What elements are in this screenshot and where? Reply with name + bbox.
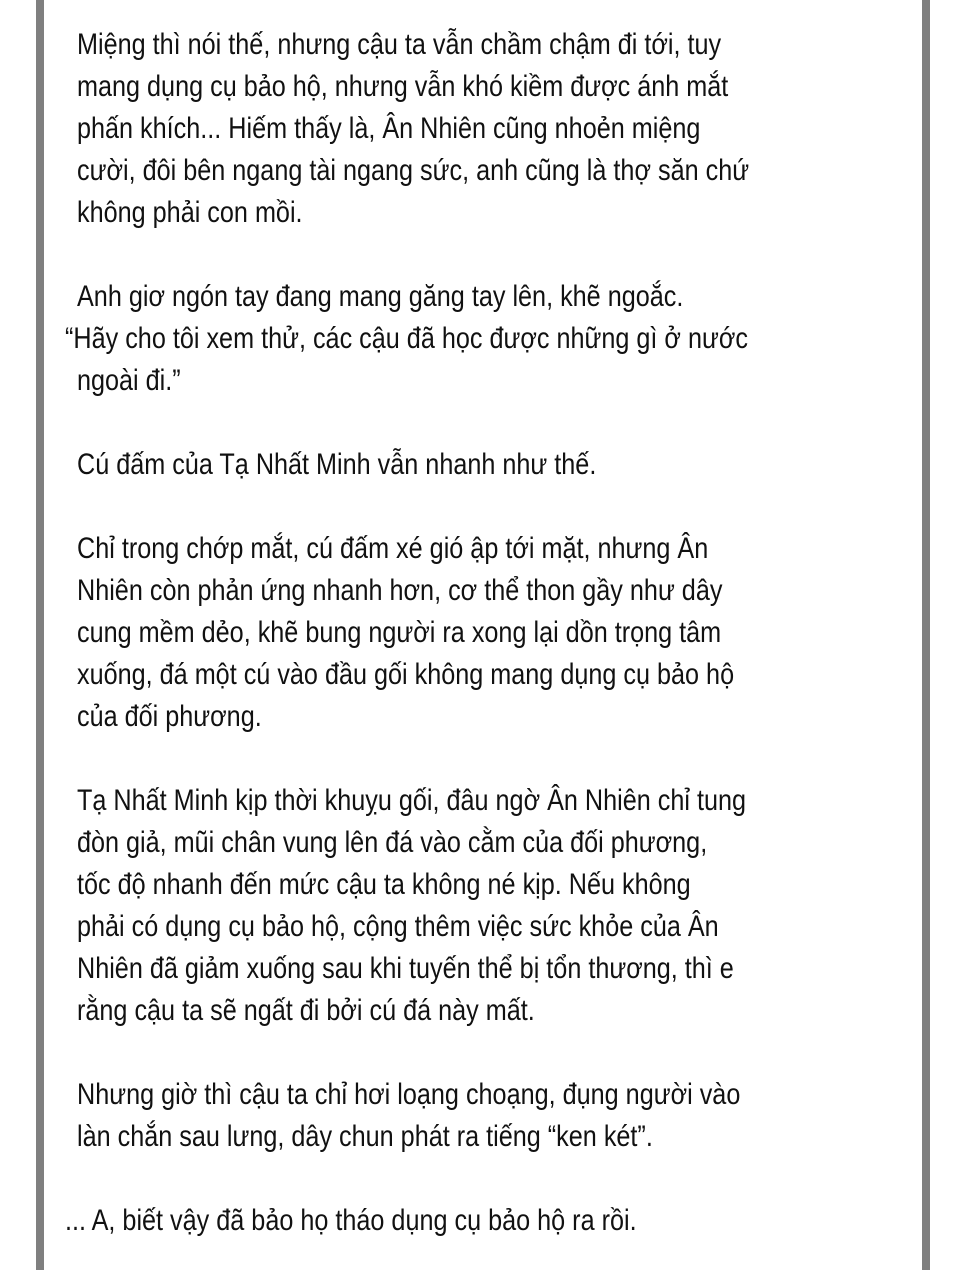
text-line: cười, đôi bên ngang tài ngang sức, anh cũng là thợ săn chứ: [77, 154, 750, 187]
text-line: làn chắn sau lưng, dây chun phát ra tiếng “ken két”.: [77, 1120, 653, 1153]
paragraph: [77, 24, 923, 234]
paragraph: [77, 1074, 923, 1158]
text-line: Tạ Nhất Minh kịp thời khuỵu gối, đâu ngờ Ân Nhiên chỉ tung: [77, 784, 747, 817]
paragraph: [65, 1200, 923, 1242]
text-line: đòn giả, mũi chân vung lên đá vào cằm của đối phương,: [77, 826, 708, 859]
text-line: phải có dụng cụ bảo hộ, cộng thêm việc sức khỏe của Ân: [77, 910, 719, 943]
paragraph-spacer: [77, 738, 923, 780]
text-line: xuống, đá một cú vào đầu gối không mang dụng cụ bảo hộ: [77, 658, 735, 691]
text-line: mang dụng cụ bảo hộ, nhưng vẫn khó kiềm được ánh mắt: [77, 70, 729, 103]
paragraph: [77, 780, 923, 1032]
text-line: Anh giơ ngón tay đang mang găng tay lên, khẽ ngoắc.: [77, 280, 684, 313]
text-line: Chỉ trong chớp mắt, cú đấm xé gió ập tới mặt, nhưng Ân: [77, 532, 709, 565]
right-page-border: [922, 0, 930, 1270]
text-line: Nhưng giờ thì cậu ta chỉ hơi loạng choạng, đụng người vào: [77, 1078, 741, 1111]
text-line: “Hãy cho tôi xem thử, các cậu đã học được những gì ở nước: [65, 322, 748, 355]
paragraph-spacer: [77, 402, 923, 444]
text-line: Miệng thì nói thế, nhưng cậu ta vẫn chầm chậm đi tới, tuy: [77, 28, 722, 61]
text-line: không phải con mồi.: [77, 196, 303, 229]
text-line: Nhiên còn phản ứng nhanh hơn, cơ thể thon gầy như dây: [77, 574, 723, 607]
text-line: ngoài đi.”: [77, 364, 181, 397]
paragraph: [77, 444, 923, 486]
paragraph: [65, 276, 923, 402]
text-line: ... A, biết vậy đã bảo họ tháo dụng cụ bảo hộ ra rồi.: [65, 1204, 637, 1237]
text-line: phấn khích... Hiếm thấy là, Ân Nhiên cũng nhoẻn miệng: [77, 112, 701, 145]
text-line: rằng cậu ta sẽ ngất đi bởi cú đá này mất.: [77, 994, 535, 1027]
paragraph-spacer: [77, 1158, 923, 1200]
text-line: của đối phương.: [77, 700, 262, 733]
text-line: Nhiên đã giảm xuống sau khi tuyến thể bị tổn thương, thì e: [77, 952, 734, 985]
text-line: Cú đấm của Tạ Nhất Minh vẫn nhanh như thế.: [77, 448, 597, 481]
paragraph: [77, 528, 923, 738]
paragraph-spacer: [77, 1032, 923, 1074]
text-line: cung mềm dẻo, khẽ bung người ra xong lại dồn trọng tâm: [77, 616, 722, 649]
left-page-border: [36, 0, 44, 1270]
document-body: [65, 24, 923, 1242]
paragraph-spacer: [77, 234, 923, 276]
text-line: tốc độ nhanh đến mức cậu ta không né kịp. Nếu không: [77, 868, 691, 901]
paragraph-spacer: [77, 486, 923, 528]
